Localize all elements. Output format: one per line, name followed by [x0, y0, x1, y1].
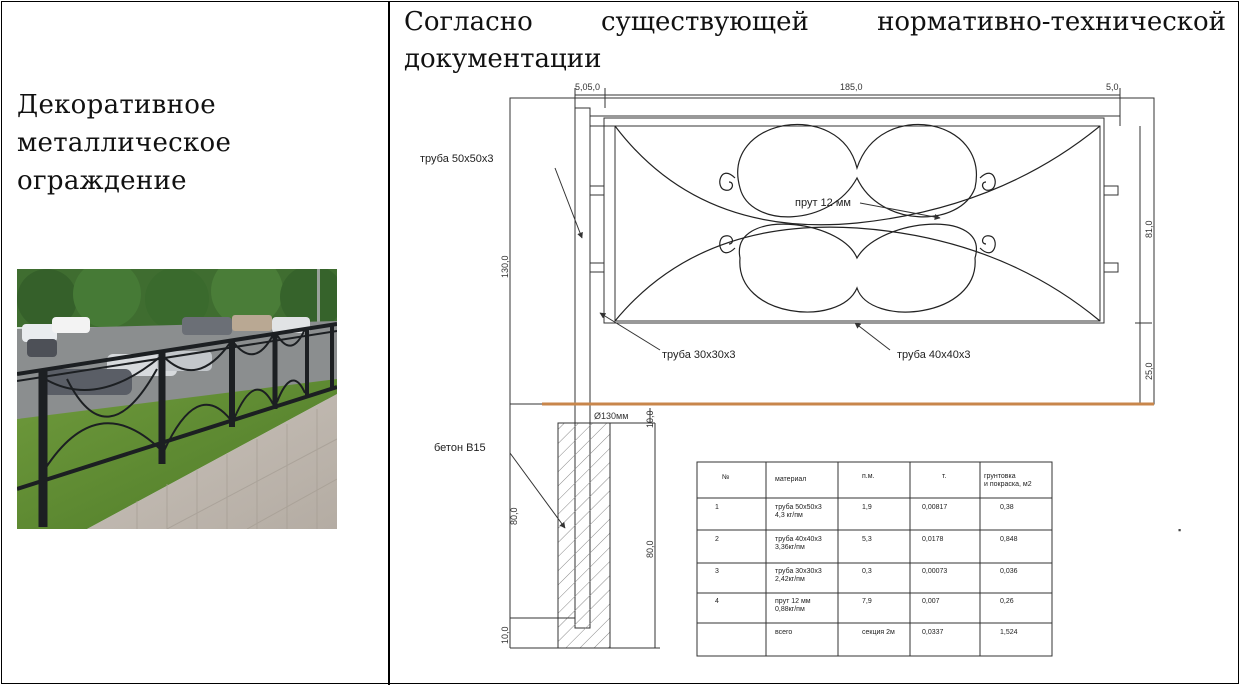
label-concrete: бетон В15	[434, 442, 486, 454]
table-cell: всего	[775, 629, 793, 636]
panel-frame-outer	[604, 118, 1104, 323]
table-header: т.	[942, 473, 947, 480]
heading-line-2: документации	[404, 44, 602, 74]
table-cell: 2	[715, 536, 719, 543]
table-header: грунтовка и покраска, м2	[984, 473, 1032, 488]
item-title-line: ограждение	[17, 166, 187, 196]
table-cell: 0,036	[1000, 568, 1018, 575]
fence-photo-image	[17, 269, 337, 529]
heading-word: существующей	[600, 7, 809, 37]
dim-80-left: 80,0	[509, 507, 519, 525]
table-cell: труба 30х30х3 2,42кг/пм	[775, 568, 822, 583]
table-cell: 0,848	[1000, 536, 1018, 543]
dim-80-right: 80,0	[645, 540, 655, 558]
label-tube-30: труба 30х30х3	[662, 349, 736, 361]
heading-word: Согласно	[404, 7, 533, 37]
dim-right-gap: 25,0	[1144, 362, 1154, 380]
dim-10-bottom: 10,0	[500, 626, 510, 644]
table-cell: 0,00073	[922, 568, 948, 575]
outline-frame	[510, 98, 1154, 404]
dim-10-top: 10,0	[645, 410, 655, 428]
dim-left-height: 130,0	[500, 255, 510, 278]
table-cell: 0,3	[862, 568, 872, 575]
table-cell: 0,0178	[922, 536, 944, 543]
table-cell: труба 40х40х3 3,36кг/пм	[775, 536, 822, 551]
right-heading	[404, 4, 1226, 78]
table-cell: 0,38	[1000, 504, 1014, 511]
table-cell: 5,3	[862, 536, 872, 543]
label-tube-50: труба 50х50х3	[420, 153, 494, 165]
heading-word: нормативно-технической	[877, 7, 1226, 37]
table-header: п.м.	[862, 473, 875, 480]
table-cell: 1	[715, 504, 719, 511]
table-cell: 0,007	[922, 598, 940, 605]
stray-mark: ▪	[1178, 525, 1182, 535]
materials-table	[697, 462, 1052, 656]
item-title-line: Декоративное	[17, 90, 216, 120]
table-cell: секция 2м	[862, 629, 895, 636]
dim-top-right: 5,0	[1106, 82, 1119, 92]
item-title	[17, 86, 377, 200]
table-cell: 4	[715, 598, 719, 605]
table-cell: 0,00817	[922, 504, 948, 511]
table-cell: 0,0337	[922, 629, 944, 636]
table-cell: 3	[715, 568, 719, 575]
table-cell: 1,9	[862, 504, 872, 511]
fence-drawing-svg	[400, 78, 1240, 678]
rod-ornament	[615, 124, 1100, 321]
table-cell: 7,9	[862, 598, 872, 605]
dim-top-center: 185,0	[840, 82, 863, 92]
concrete-footing	[558, 423, 610, 648]
table-header: материал	[775, 476, 807, 483]
dim-right-panel: 81,0	[1144, 220, 1154, 238]
dim-diameter: Ø130мм	[594, 411, 629, 421]
table-cell: труба 50х50х3 4,3 кг/пм	[775, 504, 822, 519]
table-cell: 0,26	[1000, 598, 1014, 605]
fence-photo	[17, 269, 337, 529]
table-cell: 1,524	[1000, 629, 1018, 636]
column-divider	[388, 1, 390, 685]
item-title-line: металлическое	[17, 128, 232, 158]
label-rod: прут 12 мм	[795, 197, 851, 209]
table-body	[715, 503, 1018, 636]
fence-drawing	[400, 78, 1240, 678]
label-tube-40: труба 40х40х3	[897, 349, 971, 361]
dim-top-left: 5,05,0	[575, 82, 601, 92]
table-cell: прут 12 мм 0,88кг/пм	[775, 598, 811, 613]
table-header: №	[722, 474, 730, 481]
